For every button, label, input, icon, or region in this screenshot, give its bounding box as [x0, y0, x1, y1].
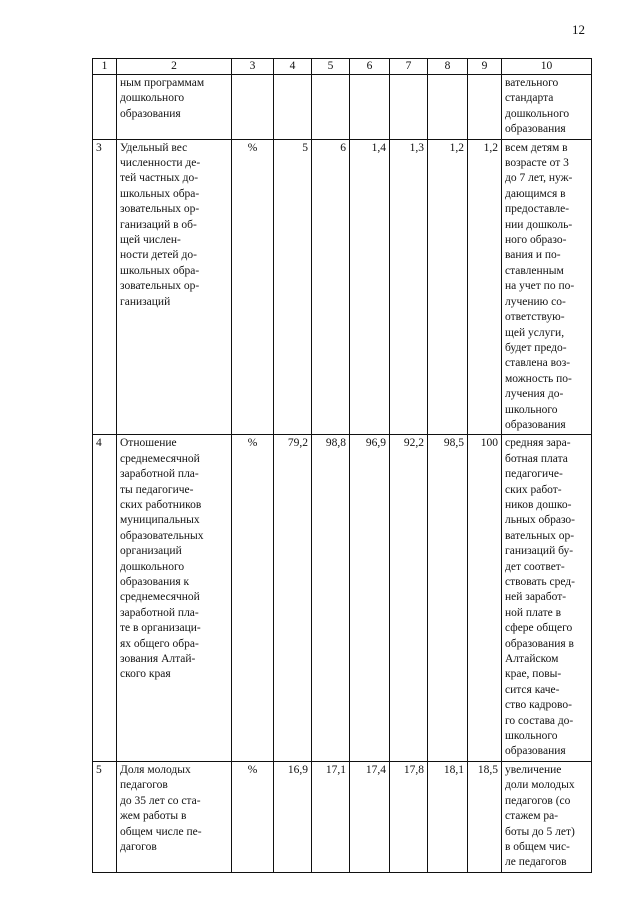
indicator-name: ным программам дошкольного образования — [117, 75, 232, 140]
value-col-7 — [390, 75, 428, 140]
header-cell-8: 8 — [428, 59, 468, 75]
value-col-6: 17,4 — [350, 761, 390, 872]
expected-result: всем детям в возрасте от 3 до 7 лет, нуж- дающимся в предоставле- нии дошколь- ного образо- вания и по- ставленным на учет по по- лучению со- ответствую- щей услуги, будет предо- ставлена воз- можность по- лучения до- школьного образования — [502, 139, 592, 435]
header-cell-5: 5 — [312, 59, 350, 75]
value-col-7: 1,3 — [390, 139, 428, 435]
value-col-8: 98,5 — [428, 435, 468, 762]
unit: % — [232, 761, 274, 872]
row-number: 5 — [93, 761, 117, 872]
value-col-4 — [274, 75, 312, 140]
header-cell-2: 2 — [117, 59, 232, 75]
value-col-6: 96,9 — [350, 435, 390, 762]
value-col-9: 100 — [468, 435, 502, 762]
value-col-5 — [312, 75, 350, 140]
value-col-9 — [468, 75, 502, 140]
value-col-8: 1,2 — [428, 139, 468, 435]
value-col-7: 17,8 — [390, 761, 428, 872]
unit: % — [232, 139, 274, 435]
unit — [232, 75, 274, 140]
header-cell-9: 9 — [468, 59, 502, 75]
page-number: 12 — [572, 22, 585, 37]
indicator-name: Удельный вес численности де- тей частных до- школьных обра- зовательных ор- ганизаций в об- щей числен- ности детей до- школьных обра- зовательных ор- ганизаций — [117, 139, 232, 435]
table-row-continued — [93, 75, 592, 140]
header-cell-1: 1 — [93, 59, 117, 75]
indicator-name: Отношение среднемесячной заработной пла- ты педагогиче- ских работников муниципальных образовательных организаций дошкольного образования к среднемесячной заработной пла- те в организаци- ях общего обра- зования Алтай- ского края — [117, 435, 232, 762]
value-col-8 — [428, 75, 468, 140]
table-header-row — [93, 59, 592, 75]
value-col-4: 16,9 — [274, 761, 312, 872]
value-col-5: 17,1 — [312, 761, 350, 872]
header-cell-6: 6 — [350, 59, 390, 75]
expected-result: средняя зара- ботная плата педагогиче- ских работ- ников дошко- льных образо- вательных ор- ганизаций бу- дет соответ- ствовать сред- ней заработ- ной плате в сфере общего образования в Алтайском крае, повы- сится каче- ство кадрово- го состава до- школьного образования — [502, 435, 592, 762]
indicator-name: Доля молодых педагогов до 35 лет со ста- жем работы в общем числе пе- дагогов — [117, 761, 232, 872]
value-col-8: 18,1 — [428, 761, 468, 872]
table-row-4 — [93, 435, 592, 762]
indicators-table — [92, 58, 592, 873]
header-cell-7: 7 — [390, 59, 428, 75]
header-cell-4: 4 — [274, 59, 312, 75]
value-col-5: 98,8 — [312, 435, 350, 762]
value-col-5: 6 — [312, 139, 350, 435]
value-col-6 — [350, 75, 390, 140]
unit: % — [232, 435, 274, 762]
expected-result: увеличение доли молодых педагогов (со стажем ра- боты до 5 лет) в общем чис- ле педагогов — [502, 761, 592, 872]
value-col-7: 92,2 — [390, 435, 428, 762]
row-number: 4 — [93, 435, 117, 762]
value-col-9: 18,5 — [468, 761, 502, 872]
value-col-4: 79,2 — [274, 435, 312, 762]
value-col-6: 1,4 — [350, 139, 390, 435]
value-col-4: 5 — [274, 139, 312, 435]
header-cell-10: 10 — [502, 59, 592, 75]
expected-result: вательного стандарта дошкольного образования — [502, 75, 592, 140]
value-col-9: 1,2 — [468, 139, 502, 435]
table-row-5 — [93, 761, 592, 872]
row-number: 3 — [93, 139, 117, 435]
row-number — [93, 75, 117, 140]
header-cell-3: 3 — [232, 59, 274, 75]
table-row-3 — [93, 139, 592, 435]
